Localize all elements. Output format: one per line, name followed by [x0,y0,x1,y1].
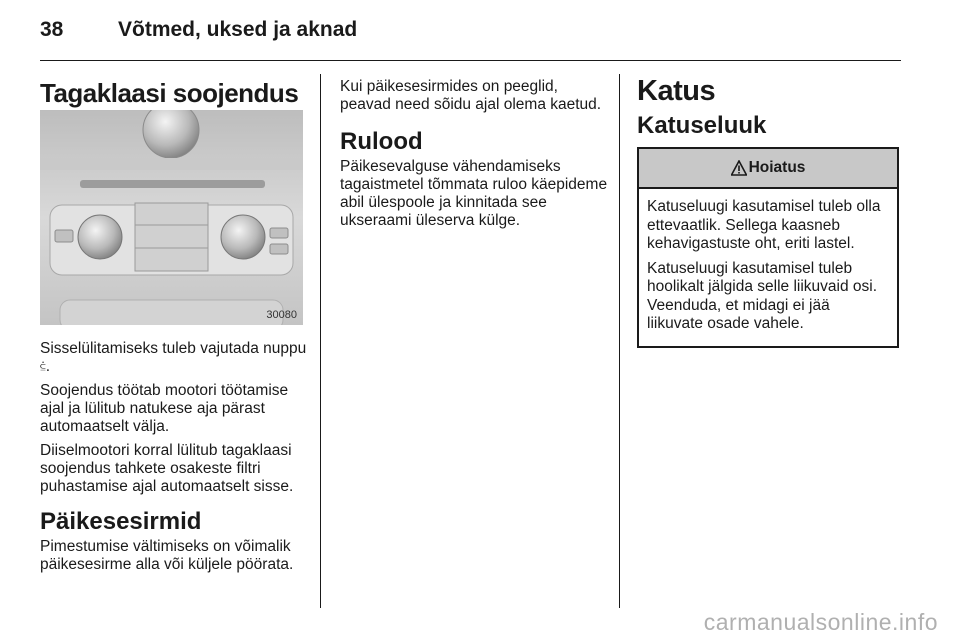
column-1 [40,78,308,108]
rear-defrost-icon: ⫃ [40,359,46,374]
paragraph: Sisselülitamiseks tuleb vajutada nuppu ⫃. [40,340,307,375]
section-heading-sunroof: Katuseluuk [637,112,767,139]
paragraph: Katuseluugi kasutamisel tuleb hoolikalt jälgida selle liikuvaid osi. Veenduda, et midagi ei jää liikuvate osade vahele. [647,259,878,332]
paragraph: Diiselmootori korral lülitub tagaklaasi soojendus tahkete osakeste filtri puhastamise ajal automaatselt sisse. [40,442,294,495]
column-divider-1 [320,74,321,608]
warning-body [639,189,897,346]
dashboard-photo [40,110,303,325]
section-heading-roof: Katus [637,75,716,107]
climate-panel-illustration [40,110,303,325]
section-heading-sun-visors: Päikesesirmid [40,508,202,535]
paragraph: Kui päikesesirmides on peeglid, peavad need sõidu ajal olema kaetud. [340,78,602,113]
page-number: 38 [40,18,64,41]
warning-box [637,147,899,348]
paragraph: Pimestumise vältimiseks on võimalik päikesesirme alla või küljele pöörata. [40,538,294,573]
warning-header [639,149,897,189]
paragraph: Katuseluugi kasutamisel tuleb olla ettevaatlik. Sellega kaasneb kehavigastuste oht, eriti lastel. [647,198,881,252]
section-heading-rear-defrost: Tagaklaasi soojendus [40,78,299,108]
column-2 [340,78,608,236]
column-3 [637,74,901,140]
section-heading-blinds: Rulood [340,128,423,155]
figure-number: 30080 [266,309,297,321]
warning-title: Hoiatus [748,159,806,176]
warning-triangle-icon [731,160,747,176]
paragraph: Soojendus töötab mootori töötamise ajal ja lülitub natukese aja pärast automaatselt välja. [40,382,289,435]
column-divider-2 [619,74,620,608]
paragraph: Päikesevalguse vähendamiseks tagaistmetel tõmmata ruloo käepideme abil ülespoole ja kinnitada see ukseraami üleserva külge. [340,158,608,229]
header-rule [40,60,901,61]
watermark: carmanualsonline.info [703,609,938,635]
chapter-title: Võtmed, uksed ja aknad [118,18,358,41]
column-1-text [40,340,308,580]
